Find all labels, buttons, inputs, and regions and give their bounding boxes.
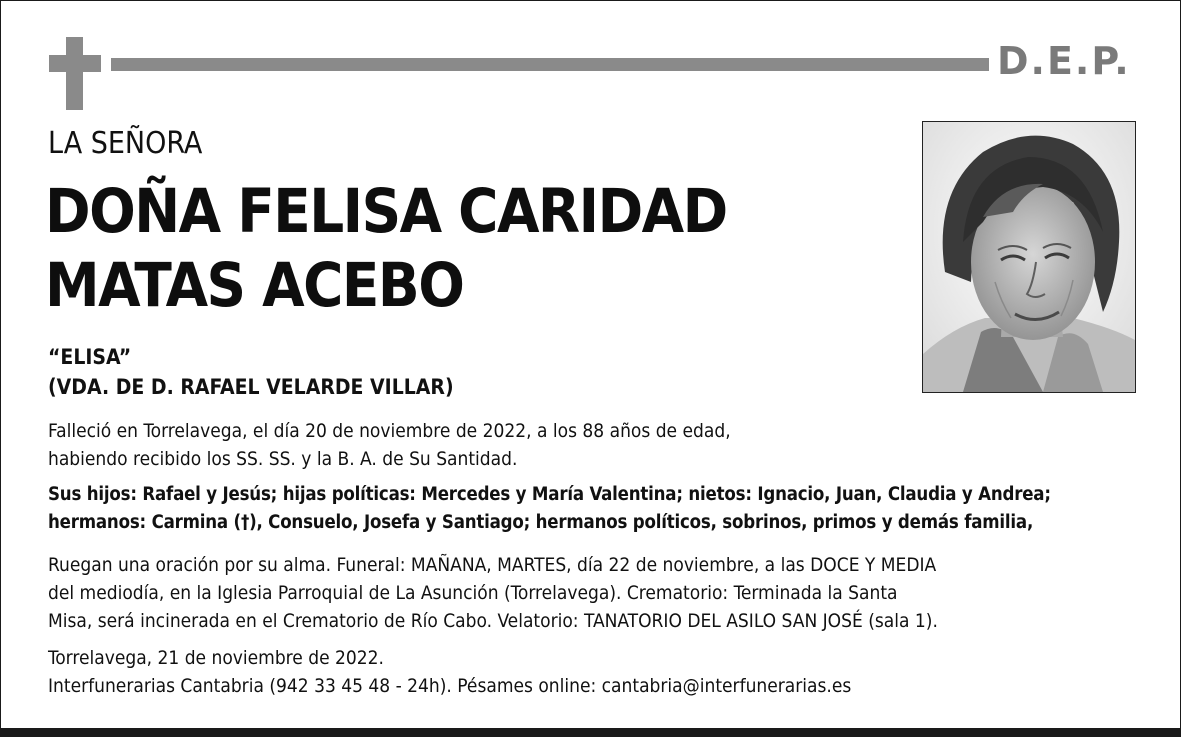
family-line: Sus hijos: Rafael y Jesús; hijas políticas: Mercedes y María Valentina; nietos: Ignacio, Juan, Claudia y Andrea; bbox=[48, 484, 1051, 505]
dep-label: D.E.P. bbox=[997, 39, 1131, 83]
footer bbox=[48, 644, 851, 700]
name-line-2: MATAS ACEBO bbox=[45, 250, 464, 321]
ceremony-details bbox=[48, 551, 938, 635]
cross-icon bbox=[49, 37, 101, 110]
ceremony-line: Ruegan una oración por su alma. Funeral: MAÑANA, MARTES, día 22 de noviembre, a las DOCE Y MEDIA bbox=[48, 554, 937, 576]
bottom-border bbox=[1, 728, 1180, 736]
header-rule bbox=[111, 58, 989, 71]
widow-of: (VDA. DE D. RAFAEL VELARDE VILLAR) bbox=[48, 375, 454, 399]
family-line: hermanos: Carmina (†), Consuelo, Josefa y Santiago; hermanos políticos, sobrinos, primos y demás familia, bbox=[48, 512, 1034, 533]
deceased-name bbox=[45, 175, 727, 323]
portrait-photo bbox=[922, 121, 1136, 393]
death-notice-line: Falleció en Torrelavega, el día 20 de noviembre de 2022, a los 88 años de edad, bbox=[48, 420, 731, 442]
honorific: LA SEÑORA bbox=[48, 126, 203, 161]
name-line-1: DOÑA FELISA CARIDAD bbox=[45, 176, 727, 247]
family-list bbox=[48, 481, 1051, 537]
ceremony-line: del mediodía, en la Iglesia Parroquial de La Asunción (Torrelavega). Crematorio: Terminada la Santa bbox=[48, 582, 898, 604]
nickname: “ELISA” bbox=[48, 345, 132, 369]
footer-contact: Interfunerarias Cantabria (942 33 45 48 - 24h). Pésames online: cantabria@interfunerarias.es bbox=[48, 675, 852, 697]
death-notice-line: habiendo recibido los SS. SS. y la B. A. de Su Santidad. bbox=[48, 448, 518, 470]
footer-date: Torrelavega, 21 de noviembre de 2022. bbox=[48, 647, 384, 669]
ceremony-line: Misa, será incinerada en el Crematorio de Río Cabo. Velatorio: TANATORIO DEL ASILO SAN JOSÉ (sala 1). bbox=[48, 610, 938, 632]
death-notice bbox=[48, 417, 731, 473]
